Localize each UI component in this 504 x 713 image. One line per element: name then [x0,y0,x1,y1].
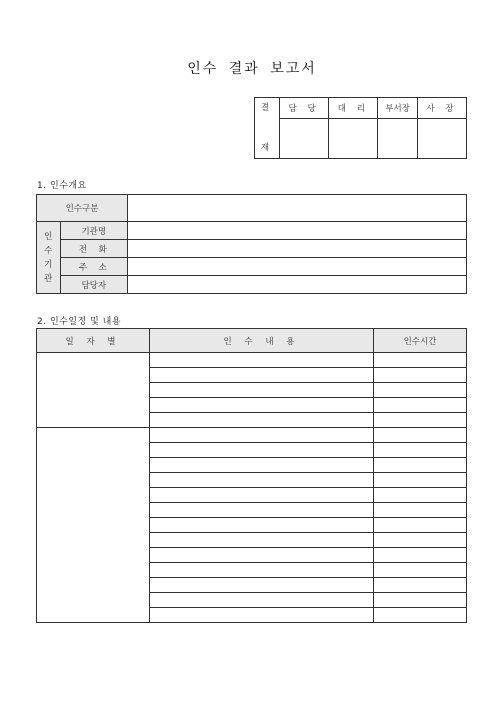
schedule-time-cell[interactable] [374,353,467,368]
approval-sign-cell[interactable] [280,118,329,158]
schedule-time-cell[interactable] [374,578,467,593]
schedule-time-cell[interactable] [374,473,467,488]
approval-sign-cell[interactable] [329,118,378,158]
phone-value-cell[interactable] [128,240,467,258]
column-header-time: 인수시간 [374,329,467,353]
column-header-date: 일 자 별 [37,329,150,353]
approval-role-department-head: 부서장 [378,98,417,119]
contact-person-value-cell[interactable] [128,276,467,294]
column-header-content: 인 수 내 용 [150,329,374,353]
approval-stamp-label [255,98,280,159]
schedule-content-cell[interactable] [150,458,374,473]
page-title: 인수 결과 보고서 [187,61,317,77]
schedule-content-cell[interactable] [150,413,374,428]
schedule-time-cell[interactable] [374,443,467,458]
address-value-cell[interactable] [128,258,467,276]
schedule-content-cell[interactable] [150,473,374,488]
schedule-content-cell[interactable] [150,503,374,518]
schedule-content-cell[interactable] [150,488,374,503]
schedule-time-cell[interactable] [374,563,467,578]
overview-table [36,194,467,294]
approval-stamp-char: 결 [260,103,274,113]
agency-group-label [37,222,61,294]
category-value-cell[interactable] [128,195,467,222]
schedule-time-cell[interactable] [374,368,467,383]
section-heading-overview: 1. 인수개요 [37,181,87,191]
schedule-date-cell[interactable] [37,428,150,623]
schedule-time-cell[interactable] [374,398,467,413]
schedule-date-cell[interactable] [37,353,150,428]
approval-stamp-char: 재 [260,143,274,153]
agency-group-char: 관 [44,273,53,284]
schedule-content-cell[interactable] [150,593,374,608]
schedule-content-cell[interactable] [150,518,374,533]
approval-sign-cell[interactable] [417,118,466,158]
approval-role-assistant-manager: 대 리 [329,98,378,119]
schedule-content-cell[interactable] [150,563,374,578]
approval-sign-cell[interactable] [378,118,417,158]
schedule-time-cell[interactable] [374,593,467,608]
schedule-time-cell[interactable] [374,518,467,533]
schedule-table [36,328,467,623]
schedule-time-cell[interactable] [374,608,467,623]
contact-person-label: 담당자 [60,276,127,294]
schedule-content-cell[interactable] [150,383,374,398]
schedule-time-cell[interactable] [374,503,467,518]
schedule-content-cell[interactable] [150,443,374,458]
approval-table [254,97,467,159]
schedule-time-cell[interactable] [374,488,467,503]
schedule-time-cell[interactable] [374,458,467,473]
agency-name-value-cell[interactable] [128,222,467,240]
approval-role-president: 사 장 [417,98,466,119]
schedule-time-cell[interactable] [374,413,467,428]
category-label: 인수구분 [37,195,128,222]
schedule-time-cell[interactable] [374,428,467,443]
schedule-content-cell[interactable] [150,368,374,383]
schedule-content-cell[interactable] [150,533,374,548]
schedule-content-cell[interactable] [150,428,374,443]
schedule-content-cell[interactable] [150,398,374,413]
agency-name-label: 기관명 [60,222,127,240]
agency-group-char: 수 [44,245,53,256]
schedule-content-cell[interactable] [150,548,374,563]
section-heading-schedule: 2. 인수일정 및 내용 [37,317,122,327]
address-label: 주 소 [60,258,127,276]
phone-label: 전 화 [60,240,127,258]
schedule-content-cell[interactable] [150,578,374,593]
approval-role-staff: 담 당 [280,98,329,119]
schedule-time-cell[interactable] [374,548,467,563]
agency-group-char: 기 [44,259,53,270]
agency-group-char: 인 [44,231,53,242]
schedule-time-cell[interactable] [374,533,467,548]
schedule-content-cell[interactable] [150,353,374,368]
schedule-time-cell[interactable] [374,383,467,398]
schedule-content-cell[interactable] [150,608,374,623]
